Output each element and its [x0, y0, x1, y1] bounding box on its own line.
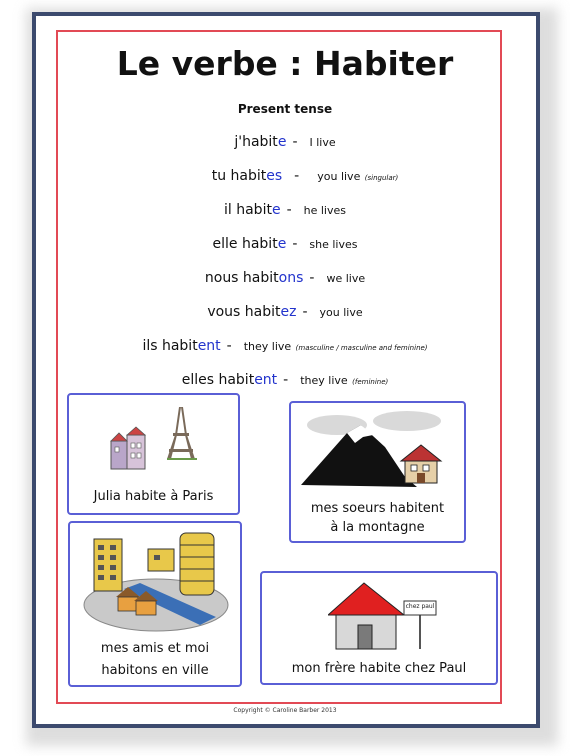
card-caption: Julia habite à Paris: [93, 489, 214, 504]
verb-ending: e: [271, 202, 281, 218]
translation: you live: [319, 306, 363, 319]
translation: they live: [300, 374, 348, 387]
card-city: [68, 521, 242, 687]
city-icon: [80, 527, 232, 635]
translation-note: (singular): [364, 174, 399, 182]
conjugation-row: vous habitez - you live: [207, 304, 363, 320]
translation: they live: [243, 340, 292, 353]
conjugation-row: elle habite - she lives: [212, 236, 358, 252]
paris-buildings-icon: [107, 405, 207, 475]
translation: we live: [326, 272, 366, 285]
card-caption-line1: mes amis et moi: [100, 641, 210, 656]
chalet-icon: [401, 445, 441, 483]
subtitle: Present tense: [237, 102, 333, 116]
page-title: Le verbe : Habiter: [116, 44, 454, 83]
card-caption-line2: à la montagne: [330, 520, 425, 535]
card-paris: [67, 393, 240, 515]
verb-stem: il habit: [224, 202, 272, 218]
verb-ending: ez: [280, 304, 297, 320]
verb-ending: ent: [254, 372, 278, 388]
verb-stem: tu habit: [211, 168, 267, 184]
verb-ending: ons: [278, 270, 304, 286]
verb-stem: ils habit: [142, 338, 198, 354]
verb-ending: ent: [197, 338, 221, 354]
card-house: [260, 571, 498, 685]
sign-label: chez paul: [405, 603, 435, 610]
verb-stem: vous habit: [207, 304, 281, 320]
card-caption-line1: mes soeurs habitent: [310, 501, 445, 516]
card-caption-line2: habitons en ville: [101, 663, 209, 678]
house-icon: [328, 579, 438, 653]
translation: I live: [309, 136, 336, 149]
conjugation-row: elles habitent - they live (feminine): [181, 372, 389, 388]
verb-stem: elle habit: [212, 236, 278, 252]
conjugation-row: ils habitent - they live (masculine / masculine and feminine): [142, 338, 428, 354]
verb-stem: elles habit: [181, 372, 255, 388]
card-caption: mon frère habite chez Paul: [291, 661, 467, 676]
translation: he lives: [303, 204, 346, 217]
conjugation-row: il habite - he lives: [224, 202, 346, 218]
verb-ending: e: [277, 134, 287, 150]
mountain-icon: [297, 407, 459, 493]
translation-note: (feminine): [352, 378, 389, 386]
translation: she lives: [309, 238, 358, 251]
verb-stem: j'habit: [234, 134, 278, 150]
translation-note: (masculine / masculine and feminine): [295, 344, 428, 352]
tower-building-icon: [94, 539, 122, 591]
card-mountain: [289, 401, 466, 543]
conjugation-row: nous habitons - we live: [204, 270, 366, 286]
verb-ending: es: [266, 168, 283, 184]
copyright-footer: Copyright © Caroline Barber 2013: [233, 707, 337, 714]
conjugation-row: tu habites - you live (singular): [211, 168, 399, 184]
eiffel-tower-icon: [167, 407, 197, 460]
verb-stem: nous habit: [204, 270, 279, 286]
round-tower-icon: [180, 533, 214, 595]
translation: you live: [317, 170, 361, 183]
verb-ending: e: [277, 236, 287, 252]
conjugation-row: j'habite - I live: [234, 134, 336, 150]
